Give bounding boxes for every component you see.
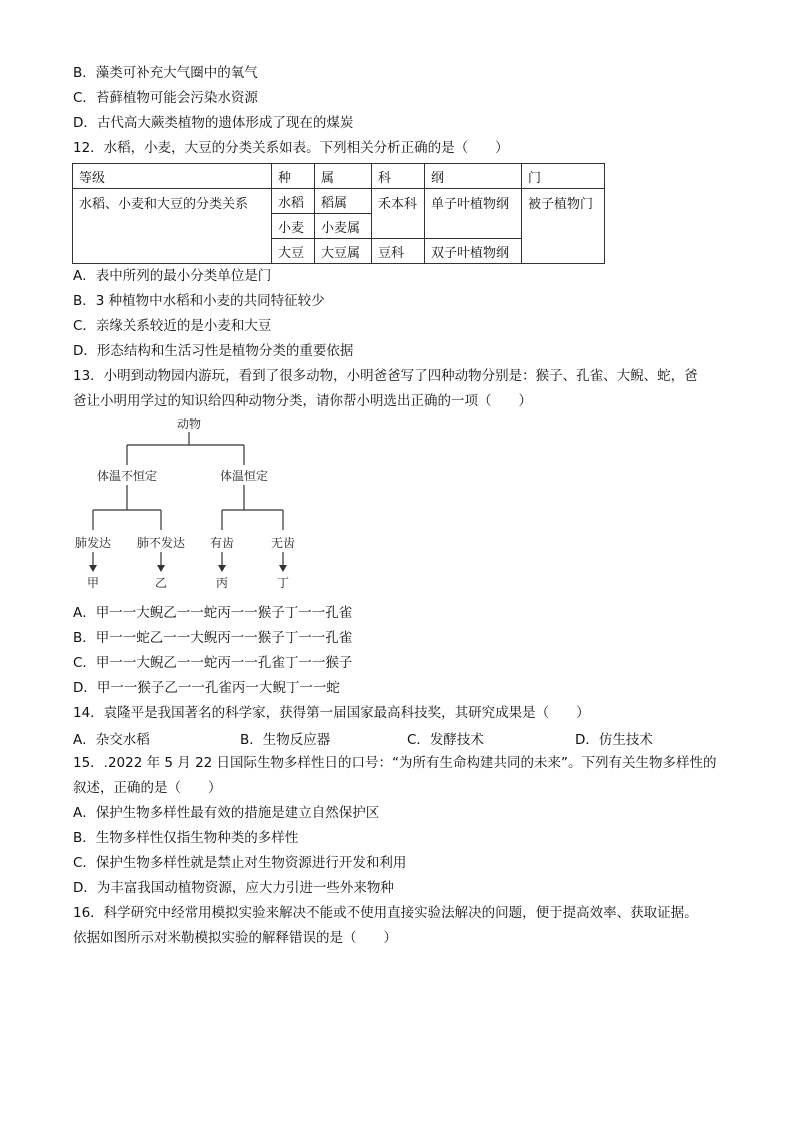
q14-option-d: D．仿生技术 — [575, 732, 653, 748]
q14-stem: 14．袁隆平是我国著名的科学家，获得第一届国家最高科技奖，其研究成果是（ ） — [73, 705, 590, 721]
animal-classification-diagram — [73, 415, 305, 595]
classification-table — [72, 163, 605, 264]
q14-option-c: C．发酵技术 — [407, 732, 484, 748]
table-cell: 被子植物门 — [522, 189, 605, 264]
table-header-row — [73, 164, 605, 189]
q15-option-b: B．生物多样性仅指生物种类的多样性 — [73, 830, 299, 846]
q13-option-d: D．甲一一猴子乙一一孔雀丙一大鲵丁一一蛇 — [73, 680, 340, 696]
option-c: C．苔藓植物可能会污染水资源 — [73, 90, 258, 106]
option-b: B．藻类可补充大气圈中的氧气 — [73, 65, 258, 81]
header-cell: 科 — [372, 164, 425, 189]
leaf-node: 肺发达 — [74, 536, 112, 550]
header-cell: 纲 — [425, 164, 522, 189]
q12-option-b: B．3 种植物中水稻和小麦的共同特征较少 — [73, 293, 325, 309]
leaf-node: 有齿 — [209, 536, 235, 550]
table-cell: 小麦 — [272, 214, 315, 239]
q15-option-d: D．为丰富我国动植物资源，应大力引进一些外来物种 — [73, 880, 394, 896]
q14-option-a: A．杂交水稻 — [73, 732, 150, 748]
q13-option-c: C．甲一一大鲵乙一一蛇丙一一孔雀丁一一猴子 — [73, 655, 353, 671]
table-cell: 大豆 — [272, 239, 315, 264]
q15-option-a: A．保护生物多样性最有效的措施是建立自然保护区 — [73, 805, 380, 821]
group-label: 丙 — [215, 576, 229, 590]
node-temp-variable: 体温不恒定 — [96, 469, 158, 483]
table-cell: 豆科 — [372, 239, 425, 264]
q13-option-b: B．甲一一蛇乙一一大鲵丙一一猴子丁一一孔雀 — [73, 630, 353, 646]
option-d: D．古代高大蕨类植物的遗体形成了现在的煤炭 — [73, 115, 354, 131]
header-cell: 种 — [272, 164, 315, 189]
q12-option-a: A．表中所列的最小分类单位是门 — [73, 268, 272, 284]
table-cell: 禾本科 — [372, 189, 425, 239]
table-cell: 双子叶植物纲 — [425, 239, 522, 264]
table-cell: 稻属 — [315, 189, 372, 214]
leaf-node: 无齿 — [270, 536, 296, 550]
q13-option-a: A．甲一一大鲵乙一一蛇丙一一猴子丁一一孔雀 — [73, 605, 353, 621]
row-label: 水稻、小麦和大豆的分类关系 — [73, 189, 272, 264]
q13-stem-line1: 13．小明到动物园内游玩，看到了很多动物，小明爸爸写了四种动物分别是：猴子、孔雀、大鲵、蛇，爸 — [73, 368, 698, 384]
table-row — [73, 189, 605, 214]
table-cell: 单子叶植物纲 — [425, 189, 522, 239]
q15-stem-line2: 叙述，正确的是（ ） — [73, 780, 222, 796]
q14-options — [73, 728, 723, 748]
q15-option-c: C．保护生物多样性就是禁止对生物资源进行开发和利用 — [73, 855, 407, 871]
table-cell: 水稻 — [272, 189, 315, 214]
header-cell: 等级 — [73, 164, 272, 189]
group-label: 甲 — [86, 576, 100, 590]
q12-stem: 12．水稻，小麦，大豆的分类关系如表。下列相关分析正确的是（ ） — [73, 140, 509, 156]
q12-option-d: D．形态结构和生活习性是植物分类的重要依据 — [73, 343, 354, 359]
node-temp-constant: 体温恒定 — [219, 469, 269, 483]
q12-option-c: C．亲缘关系较近的是小麦和大豆 — [73, 318, 272, 334]
q13-stem-line2: 爸让小明用学过的知识给四种动物分类，请你帮小明选出正确的一项（ ） — [73, 393, 532, 409]
table-cell: 小麦属 — [315, 214, 372, 239]
q14-option-b: B．生物反应器 — [240, 732, 331, 748]
leaf-node: 肺不发达 — [136, 536, 186, 550]
q15-stem-line1: 15．.2022 年 5 月 22 日国际生物多样性日的口号：“为所有生命构建共同的未来”。下列有关生物多样性的 — [73, 755, 717, 771]
group-label: 乙 — [154, 576, 168, 590]
header-cell: 属 — [315, 164, 372, 189]
q16-stem-line2: 依据如图所示对米勒模拟实验的解释错误的是（ ） — [73, 930, 397, 946]
table-cell: 大豆属 — [315, 239, 372, 264]
header-cell: 门 — [522, 164, 605, 189]
q16-stem-line1: 16．科学研究中经常用模拟实验来解决不能或不使用直接实验法解决的问题，便于提高效率、获取证据。 — [73, 905, 698, 921]
root-node: 动物 — [176, 417, 202, 431]
group-label: 丁 — [276, 576, 290, 590]
